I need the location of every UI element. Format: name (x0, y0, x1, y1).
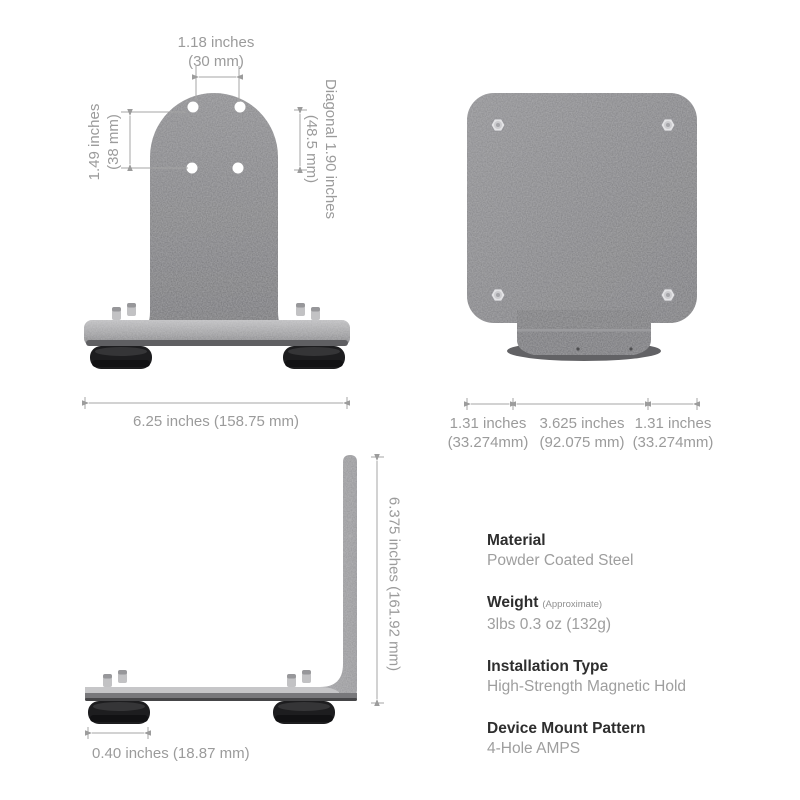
dimension-mm: (33.274mm) (632, 434, 714, 451)
spec-installation-type (487, 657, 787, 697)
magnet-foot (273, 701, 335, 724)
back-left-margin-label (438, 414, 538, 452)
dimension-inches: 1.49 inches (86, 103, 103, 181)
magnet-foot (90, 346, 152, 369)
dimension-inches: Diagonal 1.90 inches (322, 78, 339, 220)
dimension-inches: 1.31 inches (449, 415, 527, 432)
spec-mount-pattern-label: Device Mount Pattern (487, 720, 646, 737)
magnet-foot (88, 701, 150, 724)
spec-material-label: Material (487, 532, 546, 549)
mount-hole (233, 163, 244, 174)
spec-weight-label (487, 593, 787, 615)
dimension-mm: (92.075 mm) (539, 434, 625, 451)
hex-nut (491, 119, 505, 131)
spec-material (487, 531, 787, 571)
side-view-image (85, 455, 357, 724)
mount-hole (235, 102, 246, 113)
spec-material-value: Powder Coated Steel (487, 552, 634, 569)
front-hole-height-label (85, 62, 123, 222)
spec-installation-value: High-Strength Magnetic Hold (487, 678, 687, 695)
hex-nut (661, 119, 675, 131)
side-foot-offset-label: 0.40 inches (18.87 mm) (92, 745, 250, 762)
mount-hole (187, 163, 198, 174)
spec-mount-pattern-value: 4-Hole AMPS (487, 740, 581, 757)
spec-installation-label: Installation Type (487, 658, 609, 675)
back-right-margin-label (623, 414, 723, 452)
dimension-mm: (48.5 mm) (303, 114, 320, 184)
dimension-inches: 3.625 inches (539, 415, 625, 432)
dimension-mm: (33.274mm) (447, 434, 529, 451)
front-hole-width-label (146, 33, 286, 71)
spec-weight-value: 3lbs 0.3 oz (132g) (487, 616, 612, 633)
side-height-label: 6.375 inches (161.92 mm) (385, 496, 403, 672)
spec-weight (487, 593, 787, 635)
mount-hole (188, 102, 199, 113)
spec-panel (487, 531, 787, 781)
hex-nut (491, 289, 505, 301)
front-hole-diagonal-label (302, 54, 340, 244)
spec-weight-label-text: Weight (487, 594, 539, 611)
hex-nut (661, 289, 675, 301)
spec-weight-note: (Approximate) (542, 599, 603, 610)
spec-mount-pattern (487, 719, 787, 759)
dimension-mm: (38 mm) (105, 114, 122, 170)
magnet-foot (283, 346, 345, 369)
dimension-inches: 1.31 inches (634, 415, 712, 432)
dimension-inches: 1.18 inches (177, 34, 255, 51)
bottom-view-image (467, 93, 697, 361)
back-center-span-label (532, 414, 632, 452)
base-width-label: 6.25 inches (158.75 mm) (133, 413, 299, 430)
dimension-mm: (30 mm) (188, 53, 244, 70)
